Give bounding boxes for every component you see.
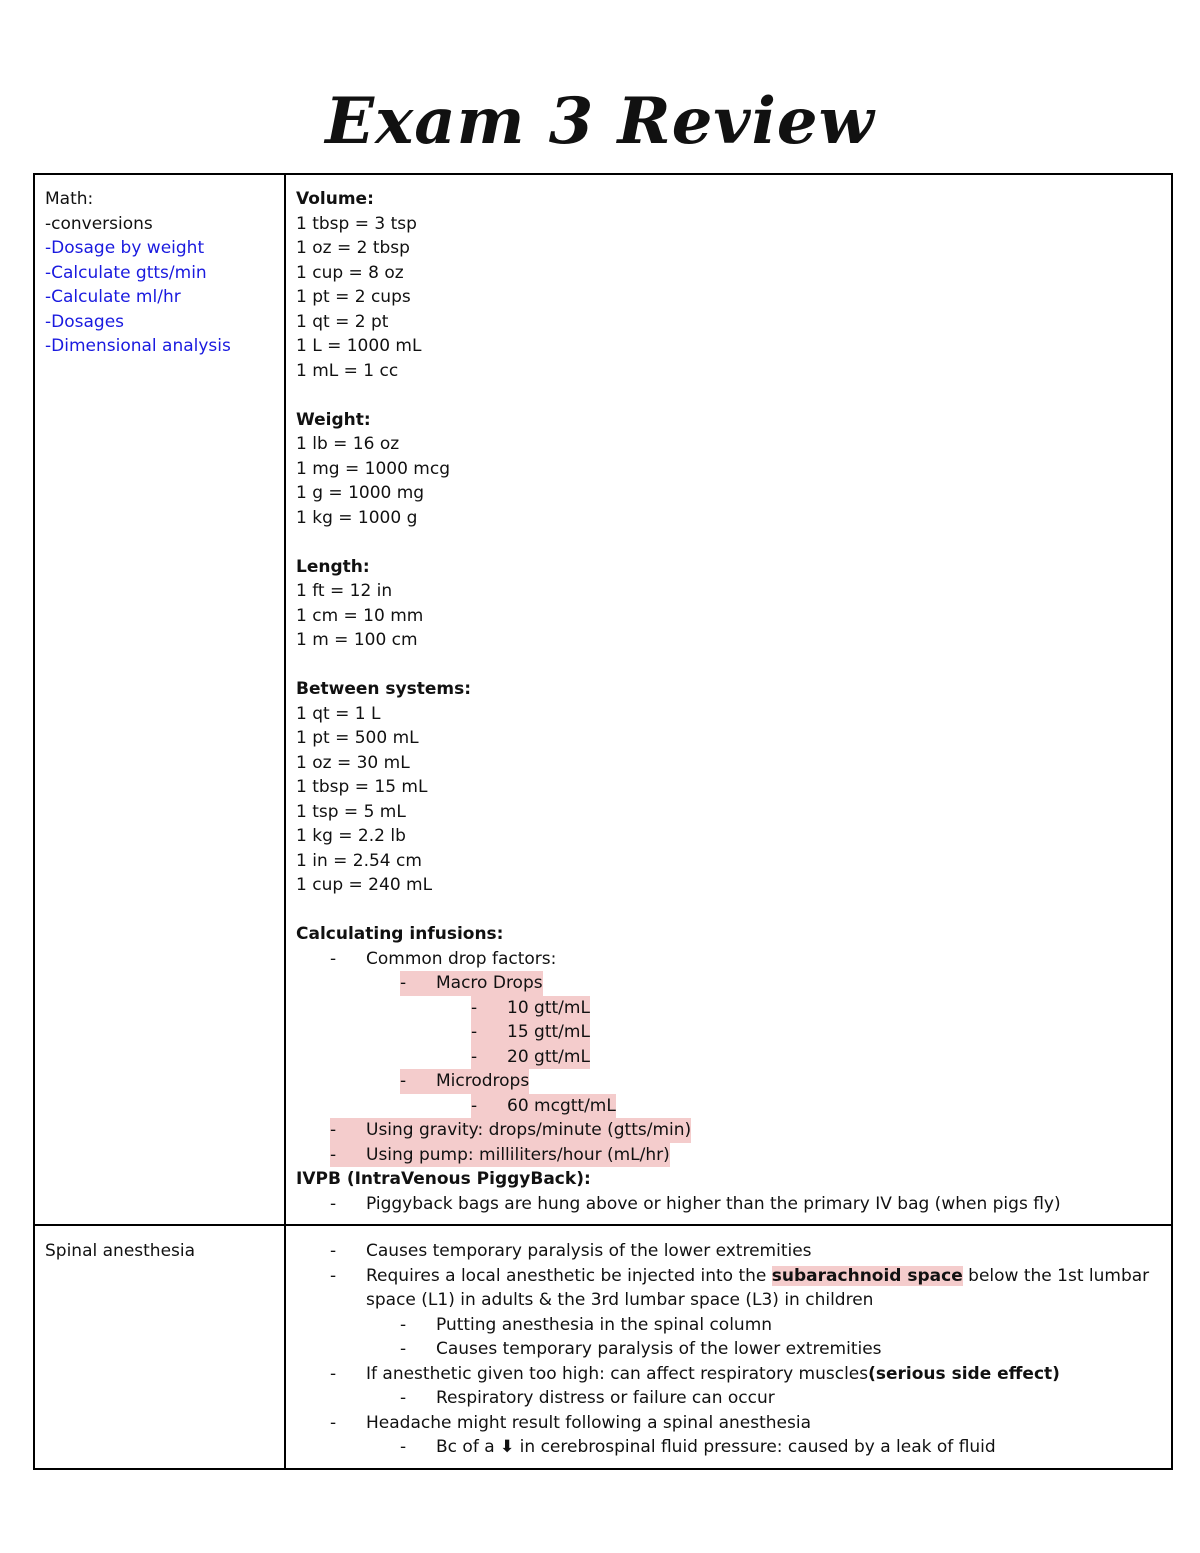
- down-arrow-icon: ⬇: [500, 1437, 515, 1457]
- review-table: [33, 173, 1173, 1470]
- conversion-line: 1 pt = 2 cups: [296, 287, 411, 307]
- bullet-item: - Bc of a ⬇ in cerebrospinal fluid pressure: caused by a leak of fluid: [400, 1437, 996, 1457]
- conversion-line: 1 in = 2.54 cm: [296, 850, 422, 871]
- bullet-item: - Headache might result following a spinal anesthesia: [330, 1412, 812, 1433]
- topic-item: -Dosage by weight: [45, 238, 205, 258]
- topic-item: -Calculate gtts/min: [45, 262, 207, 283]
- section-header-volume: Volume:: [296, 189, 374, 209]
- table-row-math: [34, 174, 1172, 1225]
- topic-heading: Math:: [45, 189, 94, 209]
- topic-item: -Dimensional analysis: [45, 336, 231, 356]
- topic-cell-spinal: [34, 1225, 285, 1469]
- topic-cell-math: [34, 174, 285, 1225]
- conversion-line: 1 L = 1000 mL: [296, 336, 422, 356]
- topic-heading: Spinal anesthesia: [45, 1241, 196, 1261]
- conversion-line: 1 oz = 2 tbsp: [296, 238, 410, 258]
- conversion-line: 1 cup = 240 mL: [296, 875, 433, 895]
- section-header-ivpb: IVPB (IntraVenous PiggyBack):: [296, 1169, 591, 1189]
- conversion-line: 1 ft = 12 in: [296, 581, 393, 601]
- conversion-line: 1 m = 100 cm: [296, 630, 418, 650]
- conversion-line: 1 cup = 8 oz: [296, 262, 404, 283]
- conversion-line: 1 mg = 1000 mcg: [296, 458, 450, 479]
- table-row-spinal: [34, 1225, 1172, 1469]
- content-cell-spinal: [285, 1225, 1172, 1469]
- conversion-line: 1 oz = 30 mL: [296, 752, 410, 773]
- bullet-item: - Causes temporary paralysis of the lower extremities: [400, 1339, 882, 1359]
- section-header-length: Length:: [296, 556, 370, 577]
- conversion-line: 1 cm = 10 mm: [296, 605, 424, 626]
- section-header-infusions: Calculating infusions:: [296, 924, 504, 944]
- topic-item: -Calculate ml/hr: [45, 287, 181, 307]
- bullet-item: - Respiratory distress or failure can occur: [400, 1388, 775, 1408]
- bullet-item: - 10 gtt/mL: [471, 996, 1163, 1021]
- conversion-line: 1 tbsp = 15 mL: [296, 777, 428, 797]
- bullet-item: - 15 gtt/mL: [471, 1020, 1163, 1045]
- section-header-weight: Weight:: [296, 409, 371, 430]
- conversion-line: 1 tbsp = 3 tsp: [296, 213, 417, 234]
- conversion-line: 1 qt = 2 pt: [296, 311, 389, 332]
- bullet-item: - Putting anesthesia in the spinal column: [400, 1314, 773, 1335]
- conversion-line: 1 lb = 16 oz: [296, 434, 400, 454]
- bullet-item: - Common drop factors:: [330, 948, 557, 969]
- conversion-line: 1 kg = 2.2 lb: [296, 826, 406, 846]
- topic-item: -Dosages: [45, 311, 125, 332]
- highlight-term: subarachnoid space: [771, 1265, 963, 1286]
- bullet-item: - Causes temporary paralysis of the lower extremities: [330, 1241, 812, 1261]
- bullet-item: - Piggyback bags are hung above or higher than the primary IV bag (when pigs fly): [330, 1193, 1061, 1214]
- conversion-line: 1 mL = 1 cc: [296, 360, 399, 381]
- conversion-line: 1 tsp = 5 mL: [296, 801, 406, 822]
- conversion-line: 1 kg = 1000 g: [296, 507, 418, 528]
- conversion-line: 1 pt = 500 mL: [296, 728, 419, 748]
- section-header-between-systems: Between systems:: [296, 679, 472, 699]
- conversion-line: 1 qt = 1 L: [296, 703, 381, 724]
- bullet-item: - Using pump: milliliters/hour (mL/hr): [330, 1143, 1163, 1168]
- content-cell-math: [285, 174, 1172, 1225]
- bullet-item: - 60 mcgtt/mL: [471, 1094, 1163, 1119]
- conversion-line: 1 g = 1000 mg: [296, 483, 425, 503]
- bullet-item: - If anesthetic given too high: can affect respiratory muscles(serious side effect): [330, 1363, 1060, 1384]
- bullet-item: - Microdrops: [400, 1069, 1163, 1094]
- topic-item: -conversions: [45, 213, 153, 234]
- page-title: Exam 3 Review: [325, 84, 875, 159]
- bullet-item: - Using gravity: drops/minute (gtts/min): [330, 1118, 1163, 1143]
- bullet-item: - Requires a local anesthetic be injected into the subarachnoid space below the 1st lumbar space (L1) in adults & the 3rd lumbar space (L3) in children: [330, 1265, 1150, 1310]
- bullet-item: - Macro Drops: [400, 971, 1163, 996]
- bullet-item: - 20 gtt/mL: [471, 1045, 1163, 1070]
